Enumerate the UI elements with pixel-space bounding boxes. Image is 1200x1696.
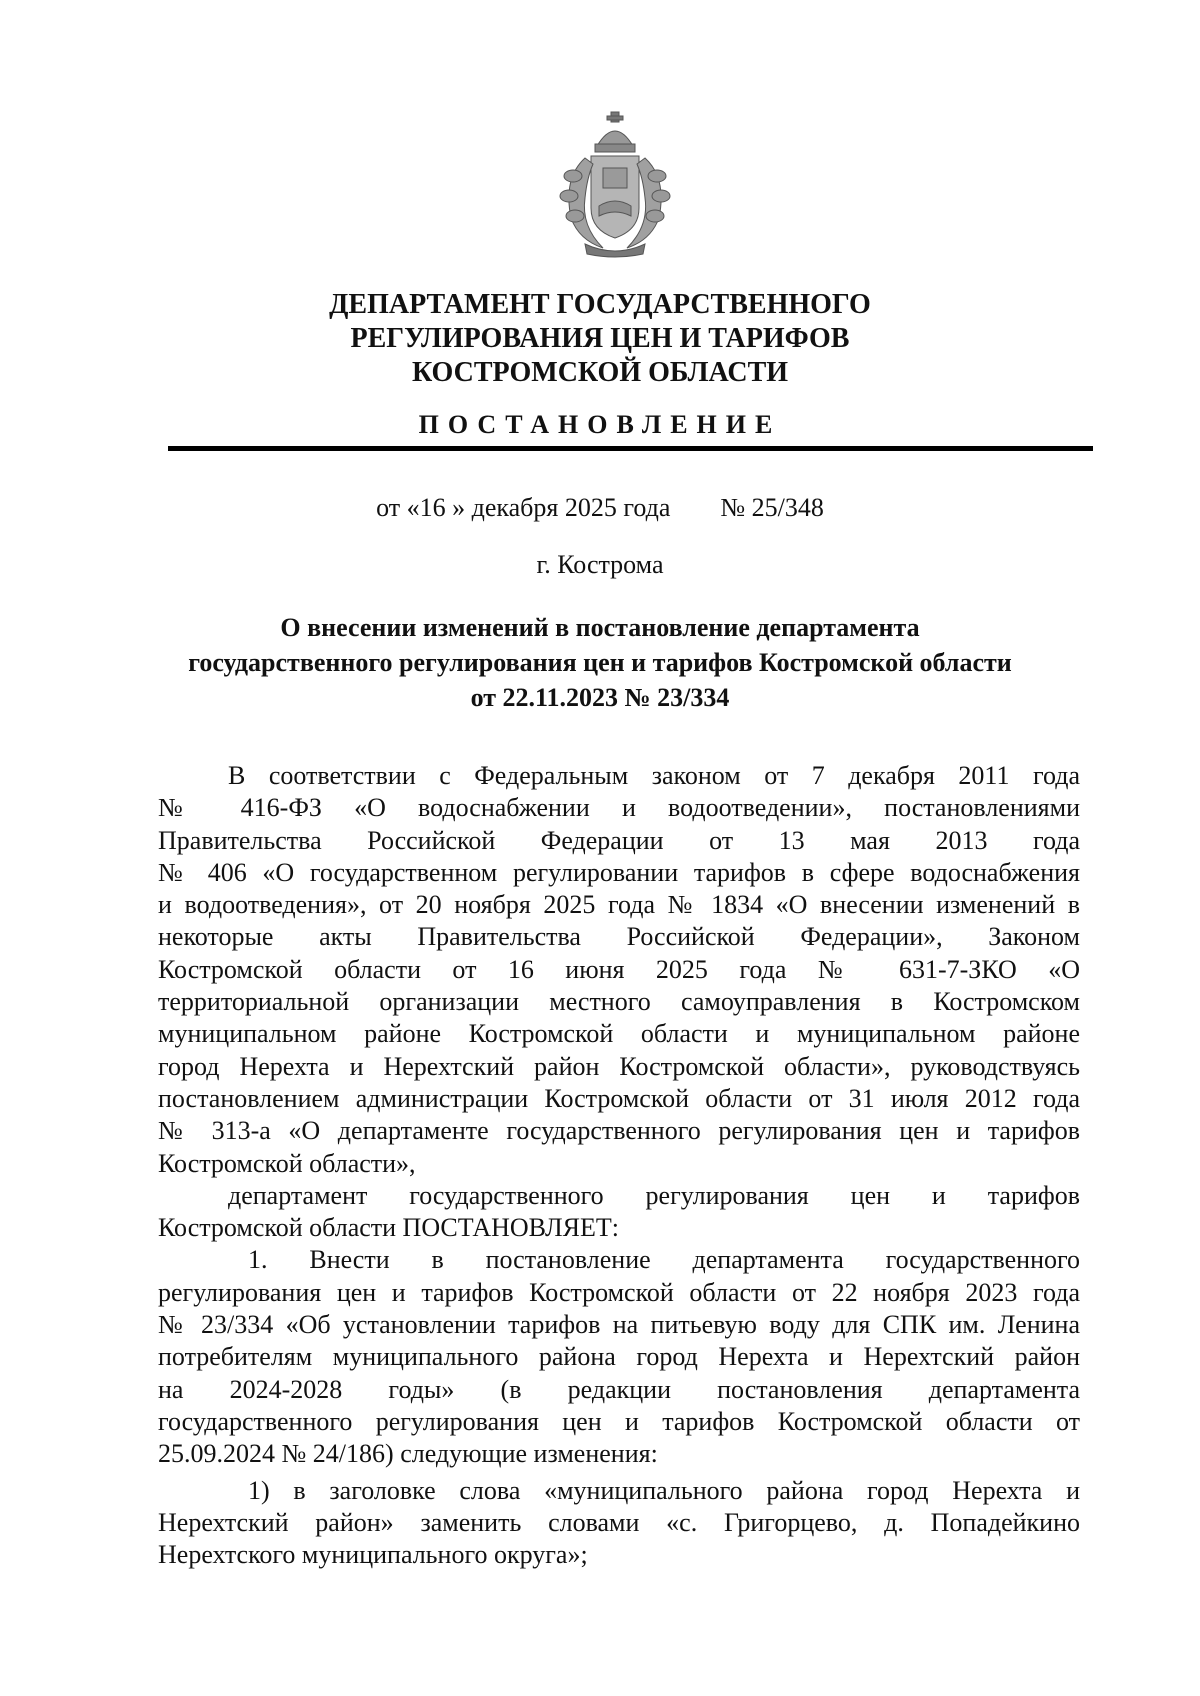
text-line: № 406 «О государственном регулировании тарифов в сфере водоснабжения [158, 857, 1080, 887]
text-line: Нерехтский район» заменить словами «с. Григорцево, д. Попадейкино [158, 1507, 1080, 1537]
header-divider [168, 446, 1093, 451]
text-line: Костромской области от 16 июня 2025 года № 631-7-ЗКО «О [158, 954, 1080, 984]
coat-of-arms-icon [545, 108, 685, 258]
text-line: № 416-ФЗ «О водоснабжении и водоотведении», постановлениями [158, 793, 1080, 823]
paragraph-preamble [158, 760, 1080, 1180]
text-line: 1) в заголовке слова «муниципального района город Нерехта и [248, 1475, 1080, 1505]
document-title [140, 610, 1060, 715]
document-type: ПОСТАНОВЛЕНИЕ [418, 410, 782, 439]
text-line: и водоотведения», от 20 ноября 2025 года № 1834 «О внесении изменений в [158, 890, 1080, 920]
text-line: государственного регулирования цен и тарифов Костромской области от [158, 1406, 1080, 1436]
text-line: Костромской области», [158, 1148, 416, 1178]
paragraph-item-1 [158, 1244, 1080, 1470]
text-line: В соответствии с Федеральным законом от 7 декабря 2011 года [228, 761, 1080, 790]
text-line: территориальной организации местного самоуправления в Костромском [158, 987, 1080, 1017]
text-line: постановлением администрации Костромской области от 31 июля 2012 года [158, 1083, 1080, 1113]
document-body [158, 760, 1080, 1571]
title-line-2: государственного регулирования цен и тарифов Костромской области [188, 648, 1012, 677]
org-line-3: КОСТРОМСКОЙ ОБЛАСТИ [411, 357, 789, 388]
title-line-3: от 22.11.2023 № 23/334 [470, 683, 730, 712]
document-city: г. Кострома [536, 550, 664, 579]
text-line: муниципальном районе Костромской области и муниципальном районе [158, 1019, 1080, 1049]
text-line: потребителям муниципального района город Нерехта и Нерехтский район [158, 1342, 1080, 1372]
text-line: на 2024-2028 годы» (в редакции постановления департамента [158, 1374, 1080, 1404]
date-number-line [100, 493, 1100, 523]
text-line: 1. Внести в постановление департамента государственного [248, 1245, 1080, 1275]
paragraph-subitem-1 [158, 1475, 1080, 1572]
text-line: 25.09.2024 № 24/186) следующие изменения: [158, 1439, 658, 1469]
text-line: Правительства Российской Федерации от 13 мая 2013 года [158, 825, 1080, 855]
org-line-1: ДЕПАРТАМЕНТ ГОСУДАРСТВЕННОГО [329, 289, 871, 320]
text-line: регулирования цен и тарифов Костромской области от 22 ноября 2023 года [158, 1277, 1080, 1307]
text-line: № 313-а «О департаменте государственного регулирования цен и тарифов [158, 1116, 1080, 1146]
organization-name [100, 288, 1100, 390]
document-date: от «16 » декабря 2025 года [376, 493, 671, 522]
document-number: № 25/348 [720, 493, 824, 522]
text-line: Костромской области ПОСТАНОВЛЯЕТ: [158, 1213, 619, 1243]
text-line: Нерехтского муниципального округа»; [158, 1540, 588, 1570]
text-line: департамент государственного регулирования цен и тарифов [228, 1180, 1080, 1210]
paragraph-resolves [158, 1180, 1080, 1245]
text-line: некоторые акты Правительства Российской Федерации», Законом [158, 922, 1080, 952]
org-line-2: РЕГУЛИРОВАНИЯ ЦЕН И ТАРИФОВ [350, 323, 850, 354]
text-line: город Нерехта и Нерехтский район Костромской области», руководствуясь [158, 1051, 1080, 1081]
title-line-1: О внесении изменений в постановление департамента [280, 613, 920, 642]
text-line: № 23/334 «Об установлении тарифов на питьевую воду для СПК им. Ленина [158, 1310, 1080, 1340]
